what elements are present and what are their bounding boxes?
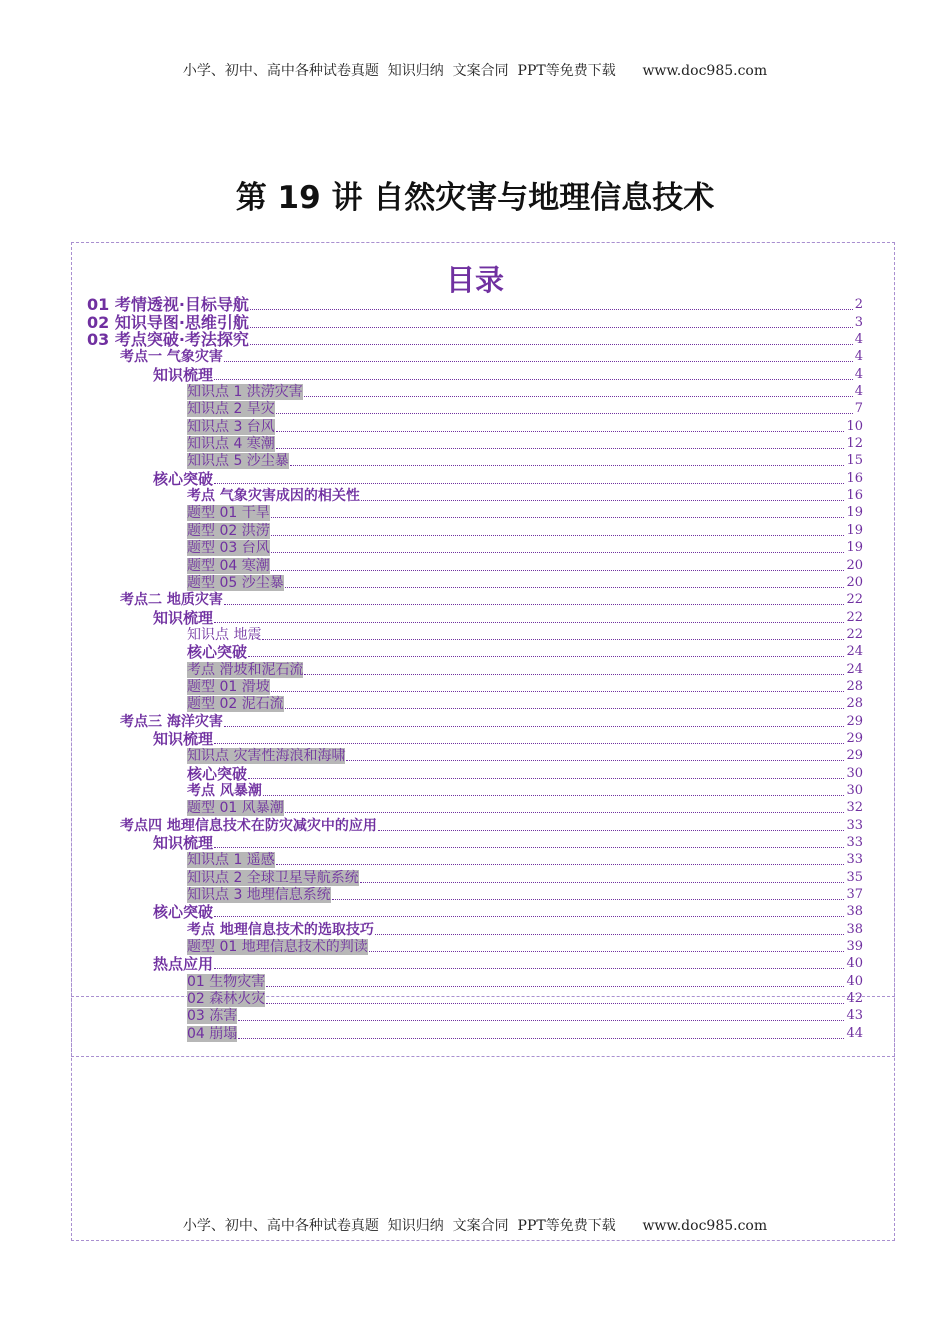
toc-dot-leader xyxy=(262,639,844,640)
toc-entry-label: 核心突破 xyxy=(153,469,214,488)
toc-entry-page-number: 44 xyxy=(846,1025,863,1041)
toc-dot-leader xyxy=(285,812,845,813)
toc-entry[interactable] xyxy=(0,591,950,608)
toc-entry[interactable] xyxy=(0,851,950,868)
toc-entry[interactable] xyxy=(0,504,950,521)
toc-entry-label: 知识梳理 xyxy=(153,365,214,384)
toc-entry[interactable] xyxy=(0,816,950,833)
toc-dot-leader xyxy=(276,864,845,865)
toc-entry[interactable] xyxy=(0,695,950,712)
toc-entry-page-number: 3 xyxy=(854,314,863,330)
toc-dot-leader xyxy=(271,570,845,571)
toc-entry[interactable] xyxy=(0,1024,950,1041)
toc-dot-leader xyxy=(214,743,844,744)
toc-entry-label: 知识梳理 xyxy=(153,608,214,627)
toc-entry-label: 题型 01 风暴潮 xyxy=(187,800,284,817)
toc-entry[interactable] xyxy=(0,1007,950,1024)
toc-dot-leader xyxy=(250,344,853,345)
toc-entry-page-number: 38 xyxy=(846,904,863,920)
toc-entry[interactable] xyxy=(0,608,950,625)
toc-dot-leader xyxy=(224,361,853,362)
toc-entry-label: 知识点 地震 xyxy=(187,626,262,643)
toc-dot-leader xyxy=(238,1038,844,1039)
toc-entry[interactable] xyxy=(0,400,950,417)
toc-entry[interactable] xyxy=(0,990,950,1007)
toc-dot-leader xyxy=(378,830,845,831)
toc-entry-label: 01 考情透视·目标导航 xyxy=(87,295,249,315)
toc-entry-label: 知识点 2 旱灾 xyxy=(187,401,275,418)
toc-dot-leader xyxy=(276,448,845,449)
toc-entry[interactable] xyxy=(0,712,950,729)
toc-entry[interactable] xyxy=(0,435,950,452)
toc-entry-label: 题型 02 泥石流 xyxy=(187,696,284,713)
toc-dot-leader xyxy=(214,916,844,917)
toc-entry-page-number: 33 xyxy=(846,852,863,868)
toc-entry-page-number: 10 xyxy=(846,418,863,434)
toc-entry-label: 考点四 地理信息技术在防灾减灾中的应用 xyxy=(120,817,377,834)
toc-entry-page-number: 19 xyxy=(846,505,863,521)
toc-entry[interactable] xyxy=(0,452,950,469)
toc-dot-leader xyxy=(250,327,853,328)
toc-dot-leader xyxy=(276,431,845,432)
toc-entry-label: 知识点 2 全球卫星导航系统 xyxy=(187,869,359,886)
toc-dot-leader xyxy=(266,986,844,987)
toc-entry-page-number: 4 xyxy=(854,332,863,348)
toc-entry-page-number: 19 xyxy=(846,522,863,538)
toc-entry[interactable] xyxy=(0,972,950,989)
toc-entry[interactable] xyxy=(0,920,950,937)
toc-entry-label: 题型 03 台风 xyxy=(187,540,270,557)
toc-entry[interactable] xyxy=(0,868,950,885)
toc-entry[interactable] xyxy=(0,539,950,556)
toc-entry-label: 考点 风暴潮 xyxy=(187,782,262,799)
toc-dot-leader xyxy=(271,517,845,518)
toc-entry-label: 核心突破 xyxy=(153,903,214,922)
toc-dot-leader xyxy=(224,604,845,605)
toc-entry[interactable] xyxy=(0,660,950,677)
toc-entry-label: 热点应用 xyxy=(153,955,214,974)
toc-dot-leader xyxy=(214,968,844,969)
toc-entry-label: 考点二 地质灾害 xyxy=(120,592,223,609)
toc-entry-page-number: 12 xyxy=(846,436,863,452)
toc-entry-label: 知识点 4 寒潮 xyxy=(187,436,275,453)
toc-heading: 目录 xyxy=(445,263,504,297)
document-title: 第 19 讲 自然灾害与地理信息技术 xyxy=(235,180,715,216)
toc-entry[interactable] xyxy=(0,643,950,660)
toc-dot-leader xyxy=(346,760,844,761)
toc-entry-label: 知识梳理 xyxy=(153,834,214,852)
toc-entry-label: 核心突破 xyxy=(187,643,248,662)
toc-dot-leader xyxy=(248,778,844,779)
toc-entry-label: 知识点 3 地理信息系统 xyxy=(187,887,331,904)
toc-dot-leader xyxy=(276,413,853,414)
table-of-contents xyxy=(0,296,950,1042)
toc-entry-label: 知识点 1 洪涝灾害 xyxy=(187,384,303,401)
toc-dot-leader xyxy=(332,899,845,900)
toc-dot-leader xyxy=(369,951,845,952)
toc-entry[interactable] xyxy=(0,799,950,816)
toc-entry-page-number: 33 xyxy=(846,835,863,850)
toc-dot-leader xyxy=(214,379,853,380)
toc-entry-label: 知识点 3 台风 xyxy=(187,418,275,435)
toc-entry[interactable] xyxy=(0,747,950,764)
toc-entry-page-number: 16 xyxy=(846,488,863,504)
toc-entry[interactable] xyxy=(0,331,950,348)
toc-dot-leader xyxy=(250,309,853,310)
toc-entry-page-number: 30 xyxy=(846,782,863,798)
toc-dot-leader xyxy=(271,535,845,536)
toc-entry-page-number: 32 xyxy=(846,800,863,816)
toc-dot-leader xyxy=(304,674,844,675)
toc-entry-label: 考点 地理信息技术的选取技巧 xyxy=(187,921,374,938)
toc-dot-leader xyxy=(271,552,845,553)
toc-entry[interactable] xyxy=(0,903,950,920)
toc-dot-leader xyxy=(214,622,844,623)
toc-entry-label: 知识点 5 沙尘暴 xyxy=(187,453,289,470)
toc-entry-page-number: 28 xyxy=(846,678,863,694)
toc-entry-label: 02 森林火灾 xyxy=(187,991,266,1008)
toc-dot-leader xyxy=(290,465,845,466)
toc-entry-label: 01 生物灾害 xyxy=(187,973,266,990)
toc-entry[interactable] xyxy=(0,313,950,330)
toc-entry-page-number: 28 xyxy=(846,696,863,712)
toc-entry-label: 03 冻害 xyxy=(187,1008,238,1025)
toc-entry-label: 题型 01 地理信息技术的判读 xyxy=(187,939,368,956)
toc-dot-leader xyxy=(271,691,845,692)
toc-entry-page-number: 37 xyxy=(846,887,863,903)
page-header: 小学、初中、高中各种试卷真题 知识归纳 文案合同 PPT等免费下载 www.doc985.com xyxy=(182,63,768,79)
toc-entry-page-number: 40 xyxy=(846,956,863,972)
toc-entry-label: 题型 01 干旱 xyxy=(187,505,270,522)
toc-entry[interactable] xyxy=(0,574,950,591)
toc-dot-leader xyxy=(375,934,845,935)
toc-entry[interactable] xyxy=(0,417,950,434)
toc-entry-page-number: 43 xyxy=(846,1008,863,1024)
toc-entry[interactable] xyxy=(0,365,950,382)
toc-entry-page-number: 2 xyxy=(854,297,863,313)
toc-entry-page-number: 16 xyxy=(846,470,863,486)
toc-dot-leader xyxy=(304,396,853,397)
toc-entry-page-number: 33 xyxy=(846,817,863,833)
toc-entry-page-number: 24 xyxy=(846,661,863,677)
toc-entry-label: 题型 01 滑坡 xyxy=(187,678,270,695)
toc-entry-label: 核心突破 xyxy=(187,764,248,783)
toc-entry[interactable] xyxy=(0,678,950,695)
toc-entry-label: 题型 05 沙尘暴 xyxy=(187,574,284,591)
toc-entry-page-number: 29 xyxy=(846,730,863,746)
toc-entry[interactable] xyxy=(0,764,950,781)
toc-entry-label: 知识梳理 xyxy=(153,729,214,748)
toc-entry[interactable] xyxy=(0,938,950,955)
toc-entry-label: 03 考点突破·考法探究 xyxy=(87,330,249,350)
toc-entry-page-number: 4 xyxy=(854,366,863,382)
toc-dot-leader xyxy=(285,708,845,709)
toc-entry-page-number: 20 xyxy=(846,574,863,590)
toc-entry-label: 题型 04 寒潮 xyxy=(187,557,270,574)
toc-entry[interactable] xyxy=(0,834,950,851)
toc-entry-label: 知识点 灾害性海浪和海啸 xyxy=(187,748,346,765)
toc-dot-leader xyxy=(238,1020,844,1021)
toc-dot-leader xyxy=(224,726,845,727)
toc-entry-page-number: 39 xyxy=(846,939,863,955)
toc-entry-page-number: 35 xyxy=(846,869,863,885)
toc-dot-leader xyxy=(214,847,844,848)
toc-entry[interactable] xyxy=(0,886,950,903)
toc-entry[interactable] xyxy=(0,348,950,365)
toc-dot-leader xyxy=(214,483,844,484)
toc-entry[interactable] xyxy=(0,955,950,972)
toc-entry[interactable] xyxy=(0,521,950,538)
toc-entry[interactable] xyxy=(0,487,950,504)
toc-entry-page-number: 7 xyxy=(854,401,863,417)
toc-entry-label: 02 知识导图·思维引航 xyxy=(87,312,249,332)
toc-entry-page-number: 22 xyxy=(846,626,863,642)
toc-entry-page-number: 4 xyxy=(854,349,863,365)
toc-dot-leader xyxy=(266,1003,844,1004)
toc-entry-page-number: 22 xyxy=(846,609,863,625)
toc-dot-leader xyxy=(248,656,844,657)
toc-entry-page-number: 22 xyxy=(846,592,863,608)
toc-entry-page-number: 4 xyxy=(854,384,863,400)
toc-entry[interactable] xyxy=(0,730,950,747)
toc-entry-page-number: 19 xyxy=(846,540,863,556)
toc-entry-page-number: 24 xyxy=(846,644,863,660)
toc-entry-label: 04 崩塌 xyxy=(187,1025,238,1042)
toc-entry-label: 考点三 海洋灾害 xyxy=(120,713,223,730)
toc-entry-page-number: 40 xyxy=(846,973,863,989)
toc-entry-label: 考点 气象灾害成因的相关性 xyxy=(187,488,360,505)
toc-entry-page-number: 38 xyxy=(846,921,863,937)
toc-entry[interactable] xyxy=(0,469,950,486)
toc-entry-page-number: 20 xyxy=(846,557,863,573)
toc-entry-page-number: 42 xyxy=(846,991,863,1007)
toc-entry[interactable] xyxy=(0,383,950,400)
toc-dot-leader xyxy=(360,882,845,883)
toc-entry[interactable] xyxy=(0,626,950,643)
toc-entry-label: 知识点 1 遥感 xyxy=(187,852,275,869)
toc-entry-page-number: 15 xyxy=(846,453,863,469)
toc-entry-page-number: 29 xyxy=(846,748,863,764)
toc-entry[interactable] xyxy=(0,296,950,313)
toc-entry-label: 题型 02 洪涝 xyxy=(187,522,270,539)
toc-entry-label: 考点一 气象灾害 xyxy=(120,349,223,366)
toc-dot-leader xyxy=(285,587,845,588)
toc-entry[interactable] xyxy=(0,556,950,573)
toc-entry-label: 考点 滑坡和泥石流 xyxy=(187,661,304,678)
page-footer: 小学、初中、高中各种试卷真题 知识归纳 文案合同 PPT等免费下载 www.doc985.com xyxy=(182,1218,768,1234)
toc-entry[interactable] xyxy=(0,782,950,799)
toc-dot-leader xyxy=(361,500,845,501)
toc-entry-page-number: 29 xyxy=(846,713,863,729)
toc-dot-leader xyxy=(263,795,845,796)
toc-entry-page-number: 30 xyxy=(846,765,863,781)
